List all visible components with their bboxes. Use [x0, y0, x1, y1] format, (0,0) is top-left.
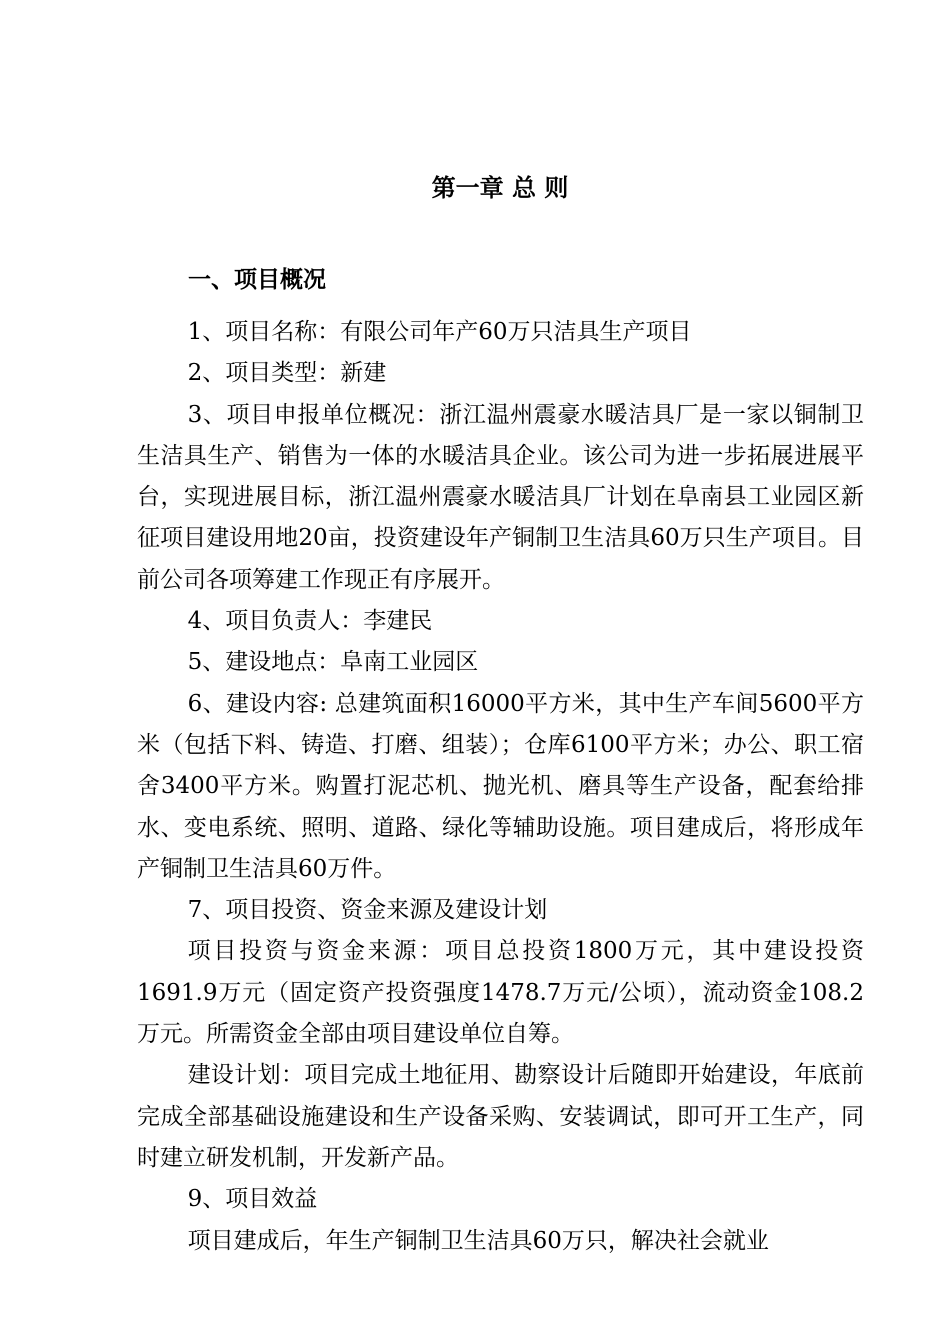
paragraph-benefits-heading: 9、项目效益: [187, 1186, 318, 1213]
paragraph-construction-content: 6、建设内容: 总建筑面积16000平方米，其中生产车间5600平方米（包括下料、铸造、打磨、组装）；仓库6100平方米；办公、职工宿舍3400平方米。购置打泥芯机、抛光机、磨具等生产设备，配套给排水、变电系统、照明、道路、绿化等辅助设施。项目建成后，将形成年产铜制卫生洁具60万件。: [137, 690, 864, 882]
paragraph-project-type: 2、项目类型：新建: [187, 360, 387, 387]
paragraph-investment-heading: 7、项目投资、资金来源及建设计划: [187, 897, 548, 924]
section-heading: 一、项目概况: [188, 267, 326, 293]
paragraph-location: 5、建设地点：阜南工业园区: [187, 649, 479, 676]
chapter-title: 第一章 总 则: [431, 174, 569, 202]
paragraph-investment-funding: 项目投资与资金来源：项目总投资1800万元，其中建设投资1691.9万元（固定资产投资强度1478.7万元/公顷），流动资金108.2万元。所需资金全部由项目建设单位自筹。: [137, 938, 864, 1048]
paragraph-applicant-overview: 3、项目申报单位概况：浙江温州震豪水暖洁具厂是一家以铜制卫生洁具生产、销售为一体的水暖洁具企业。该公司为进一步拓展进展平台，实现进展目标，浙江温州震豪水暖洁具厂计划在阜南县工业园区新征项目建设用地20亩，投资建设年产铜制卫生洁具60万只生产项目。目前公司各项筹建工作现正有序展开。: [137, 401, 864, 593]
paragraph-project-leader: 4、项目负责人：李建民: [187, 608, 433, 635]
paragraph-benefits: 项目建成后，年生产铜制卫生洁具60万只，解决社会就业: [187, 1227, 769, 1254]
body-text: [137, 312, 864, 1262]
paragraph-construction-plan: 建设计划：项目完成土地征用、勘察设计后随即开始建设，年底前完成全部基础设施建设和生产设备采购、安装调试，即可开工生产，同时建立研发机制，开发新产品。: [137, 1062, 864, 1171]
paragraph-project-name: 1、项目名称：有限公司年产60万只洁具生产项目: [187, 319, 692, 345]
